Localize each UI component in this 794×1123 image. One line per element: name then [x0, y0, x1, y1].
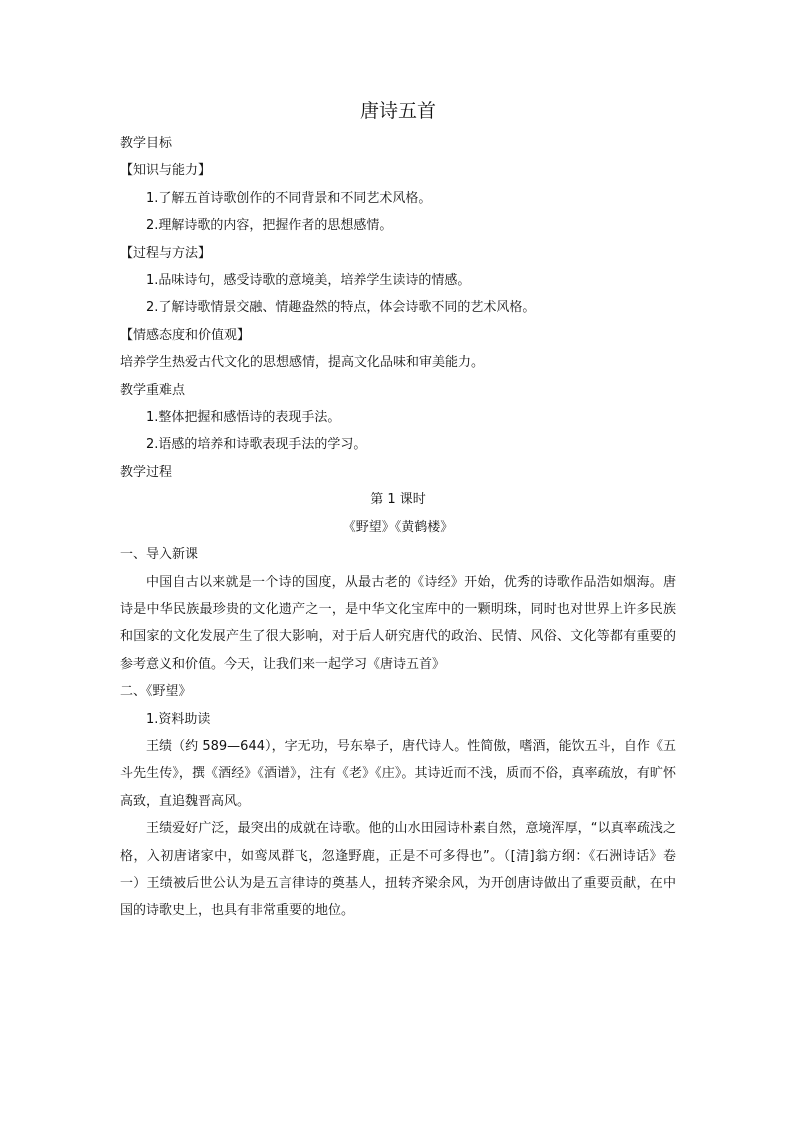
subheading-process: 【过程与方法】 [120, 245, 212, 261]
key-point-item: 1.整体把握和感悟诗的表现手法。 [146, 410, 341, 426]
poem-titles: 《野望》《黄鹤楼》 [342, 519, 454, 535]
heading-teaching-process: 教学过程 [120, 464, 173, 480]
subsection-heading-materials: 1.资料助读 [146, 711, 211, 727]
paragraph-author-achievement: 王绩爱好广泛，最突出的成就在诗歌。他的山水田园诗朴素自然，意境浑厚，“以真率疏浅之格，入初唐诸家中，如鸾凤群飞，忽逢野鹿，正是不可多得也”。（[清]翁方纲：《石洲诗话》卷一）王绩被后世公认为是五言律诗的奠基人，扭转齐梁余风，为开创唐诗做出了重要贡献，在中国的诗歌史上，也具有非常重要的地位。 [120, 821, 676, 919]
goal-item: 2.理解诗歌的内容，把握作者的思想感情。 [146, 218, 393, 234]
section-heading-intro: 一、导入新课 [120, 547, 199, 563]
lesson-label: 第 1 课时 [370, 492, 426, 508]
document-title: 唐诗五首 [359, 100, 436, 122]
heading-key-points: 教学重难点 [120, 382, 186, 398]
subheading-knowledge: 【知识与能力】 [120, 163, 212, 179]
subheading-attitude: 【情感态度和价值观】 [120, 327, 251, 343]
section-heading-yewang: 二、《野望》 [120, 684, 192, 700]
key-point-item: 2.语感的培养和诗歌表现手法的学习。 [146, 437, 367, 453]
goal-item: 1.品味诗句，感受诗歌的意境美，培养学生读诗的情感。 [146, 273, 471, 289]
paragraph-intro: 中国自古以来就是一个诗的国度，从最古老的《诗经》开始，优秀的诗歌作品浩如烟海。唐诗是中华民族最珍贵的文化遗产之一，是中华文化宝库中的一颗明珠，同时也对世界上许多民族和国家的文化发展产生了很大影响，对于后人研究唐代的政治、民情、风俗、文化等都有重要的参考意义和价值。今天，让我们来一起学习《唐诗五首》 [120, 574, 676, 672]
goal-item: 2.了解诗歌情景交融、情趣盎然的特点，体会诗歌不同的艺术风格。 [146, 300, 536, 316]
goal-item: 1.了解五首诗歌创作的不同背景和不同艺术风格。 [146, 190, 432, 206]
document-page [120, 96, 676, 925]
goal-item: 培养学生热爱古代文化的思想感情，提高文化品味和审美能力。 [120, 355, 485, 371]
paragraph-author-bio: 王绩（约 589—644），字无功，号东皋子，唐代诗人。性简傲，嗜酒，能饮五斗，自作《五斗先生传》，撰《酒经》《酒谱》，注有《老》《庄》。其诗近而不浅，质而不俗，真率疏放，有旷怀高致，直追魏晋高风。 [120, 738, 676, 809]
heading-teaching-goals: 教学目标 [120, 136, 173, 151]
